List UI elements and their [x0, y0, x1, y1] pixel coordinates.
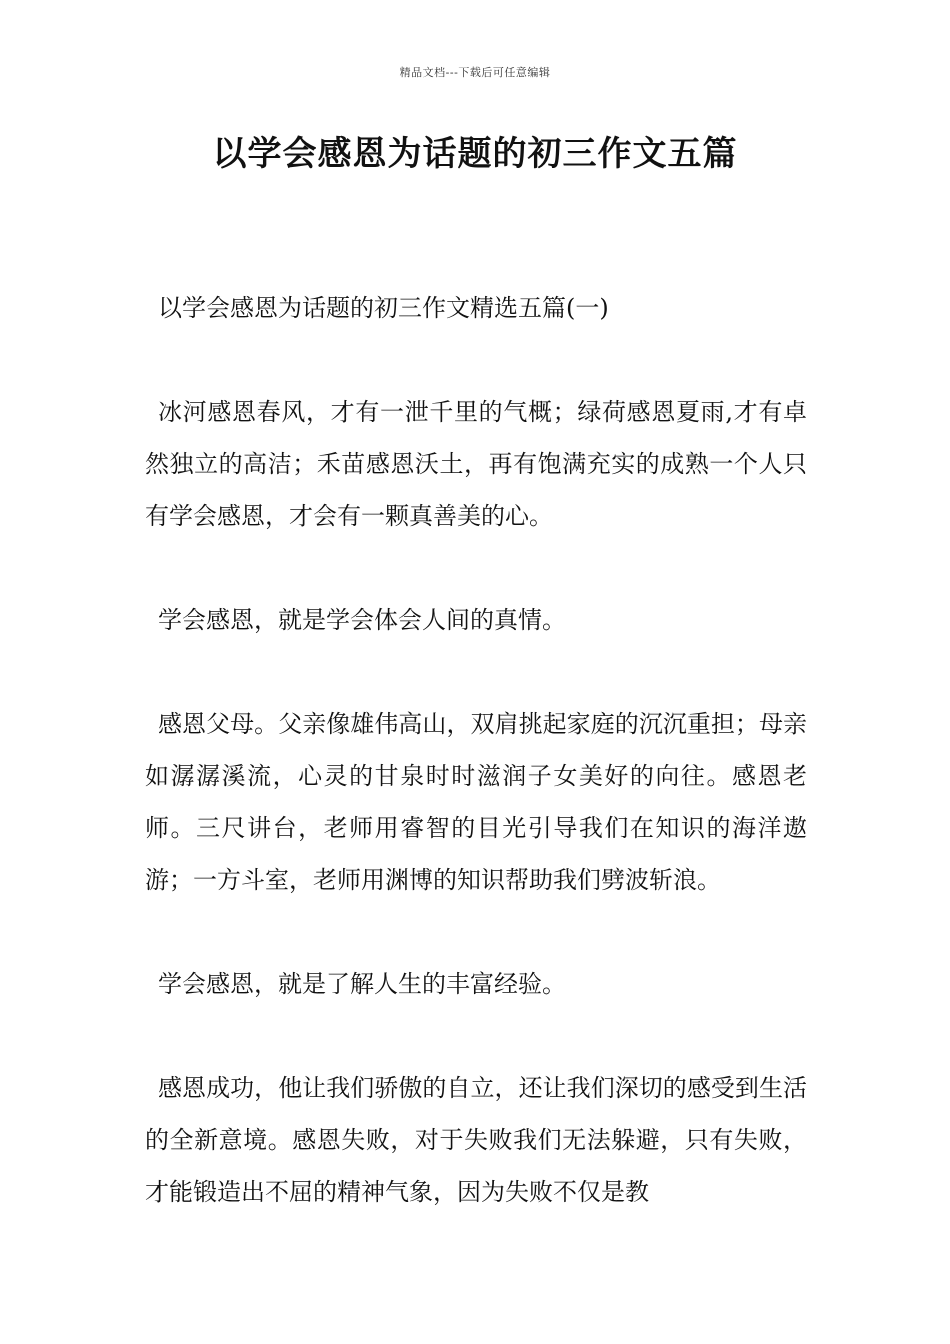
paragraph-2: 学会感恩，就是学会体会人间的真情。	[158, 606, 566, 634]
document-title: 以学会感恩为话题的初三作文五篇	[212, 134, 738, 174]
header-note: 精品文档---下载后可任意编辑	[399, 66, 551, 79]
section-subtitle: 以学会感恩为话题的初三作文精选五篇(一)	[158, 294, 609, 322]
paragraph-3: 感恩父母。父亲像雄伟高山，双肩挑起家庭的沉沉重担；母亲如潺潺溪流，心灵的甘泉时时滋润子女美好的向往。感恩老师。三尺讲台，老师用睿智的目光引导我们在知识的海洋遨游；一方斗室，老师用渊博的知识帮助我们劈波斩浪。	[145, 710, 807, 894]
paragraph-5: 感恩成功，他让我们骄傲的自立，还让我们深切的感受到生活的全新意境。感恩失败，对于失败我们无法躲避，只有失败，才能锻造出不屈的精神气象，因为失败不仅是教	[145, 1074, 807, 1206]
paragraph-4: 学会感恩，就是了解人生的丰富经验。	[158, 970, 566, 998]
paragraph-1: 冰河感恩春风，才有一泄千里的气概；绿荷感恩夏雨,才有卓然独立的高洁；禾苗感恩沃土，再有饱满充实的成熟一个人只有学会感恩，才会有一颗真善美的心。	[145, 398, 807, 530]
document-body	[145, 282, 807, 1270]
